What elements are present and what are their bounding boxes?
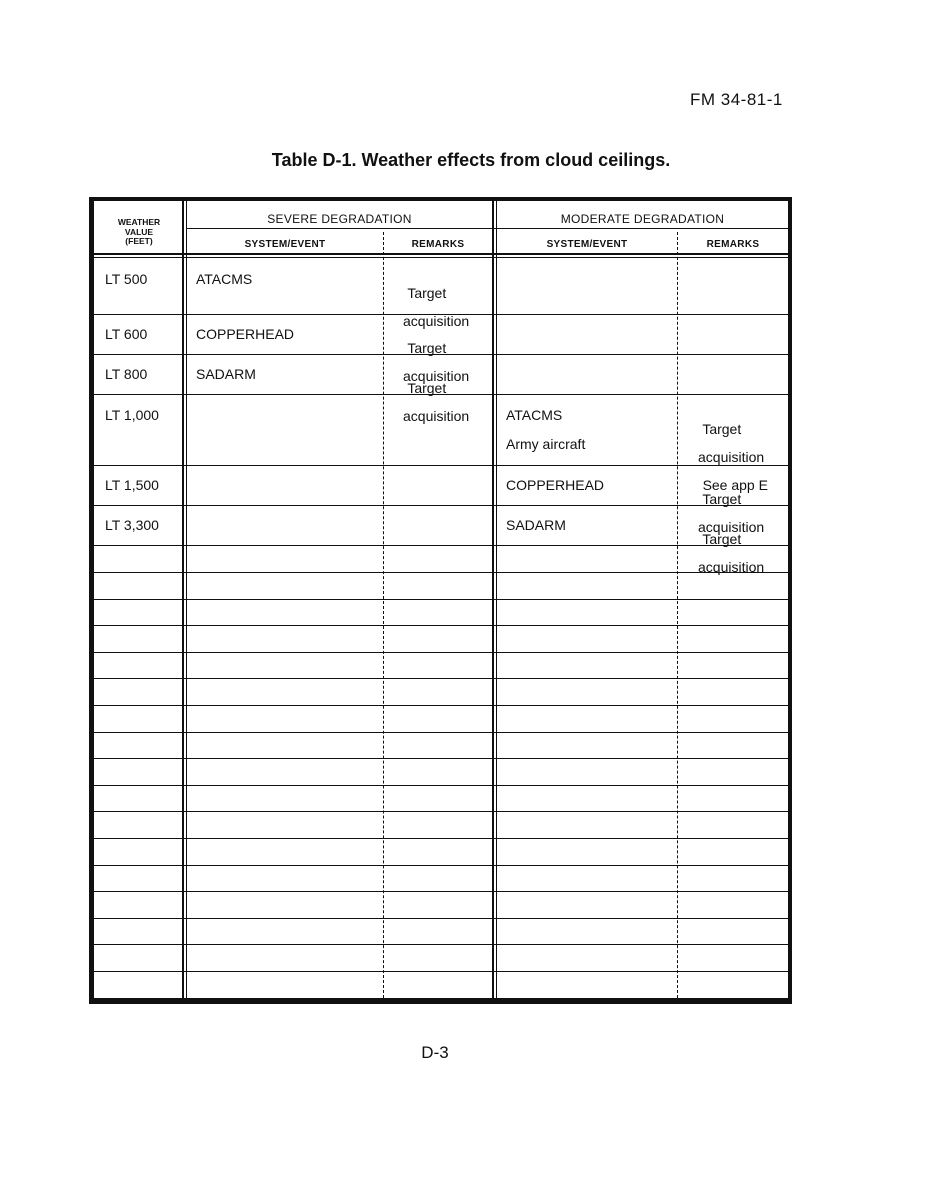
moderate-system-secondary: Army aircraft — [506, 436, 586, 452]
row-rule — [94, 732, 788, 733]
weather-value: LT 1,500 — [105, 477, 159, 493]
severe-system-header: SYSTEM/EVENT — [244, 239, 326, 250]
group-header-rule — [186, 228, 788, 229]
moderate-remarks: Target acquisition — [698, 531, 765, 575]
row-rule — [94, 652, 788, 653]
row-rule — [94, 758, 788, 759]
row-rule — [94, 625, 788, 626]
table-title: Table D-1. Weather effects from cloud ceilings. — [271, 150, 671, 170]
severe-remarks-divider — [383, 232, 384, 998]
moderate-system: ATACMS — [506, 407, 563, 423]
severe-degradation-header: SEVERE DEGRADATION — [267, 212, 412, 226]
moderate-system: SADARM — [506, 517, 566, 533]
severe-remarks: Target acquisition — [403, 340, 470, 384]
weather-value-header: WEATHER VALUE (FEET) — [117, 217, 161, 246]
header-bottom-rule-inner — [94, 257, 788, 258]
moderate-remarks: Target acquisition See app E — [698, 421, 768, 493]
row-rule — [94, 465, 788, 466]
row-rule — [94, 705, 788, 706]
severe-system: SADARM — [196, 366, 256, 382]
page-number: D-3 — [421, 1043, 449, 1062]
row-rule — [94, 811, 788, 812]
document-id: FM 34-81-1 — [690, 90, 783, 109]
severe-remarks-header: REMARKS — [411, 239, 465, 250]
weather-effects-table — [89, 197, 792, 1004]
moderate-system: COPPERHEAD — [506, 477, 605, 493]
severe-remarks: Target acquisition — [403, 380, 470, 424]
row-rule — [94, 505, 788, 506]
severe-system: COPPERHEAD — [196, 326, 295, 342]
row-rule — [94, 971, 788, 972]
row-rule — [94, 785, 788, 786]
row-rule — [94, 891, 788, 892]
severe-remarks: Target acquisition — [403, 285, 470, 329]
row-rule — [94, 865, 788, 866]
row-rule — [94, 545, 788, 546]
row-rule — [94, 944, 788, 945]
severe-system: ATACMS — [196, 271, 253, 287]
row-rule — [94, 599, 788, 600]
row-rule — [94, 918, 788, 919]
weather-value: LT 500 — [105, 271, 148, 287]
weather-value: LT 3,300 — [105, 517, 159, 533]
row-rule — [94, 838, 788, 839]
moderate-remarks-header: REMARKS — [706, 239, 760, 250]
row-rule — [94, 678, 788, 679]
moderate-degradation-header: MODERATE DEGRADATION — [560, 212, 725, 226]
weather-value: LT 800 — [105, 366, 148, 382]
row-rule — [94, 572, 788, 573]
header-bottom-rule — [94, 253, 788, 255]
moderate-system-header: SYSTEM/EVENT — [546, 239, 628, 250]
weather-value: LT 1,000 — [105, 407, 159, 423]
moderate-remarks-divider — [677, 232, 678, 998]
moderate-remarks: Target acquisition — [698, 491, 765, 535]
weather-value: LT 600 — [105, 326, 148, 342]
